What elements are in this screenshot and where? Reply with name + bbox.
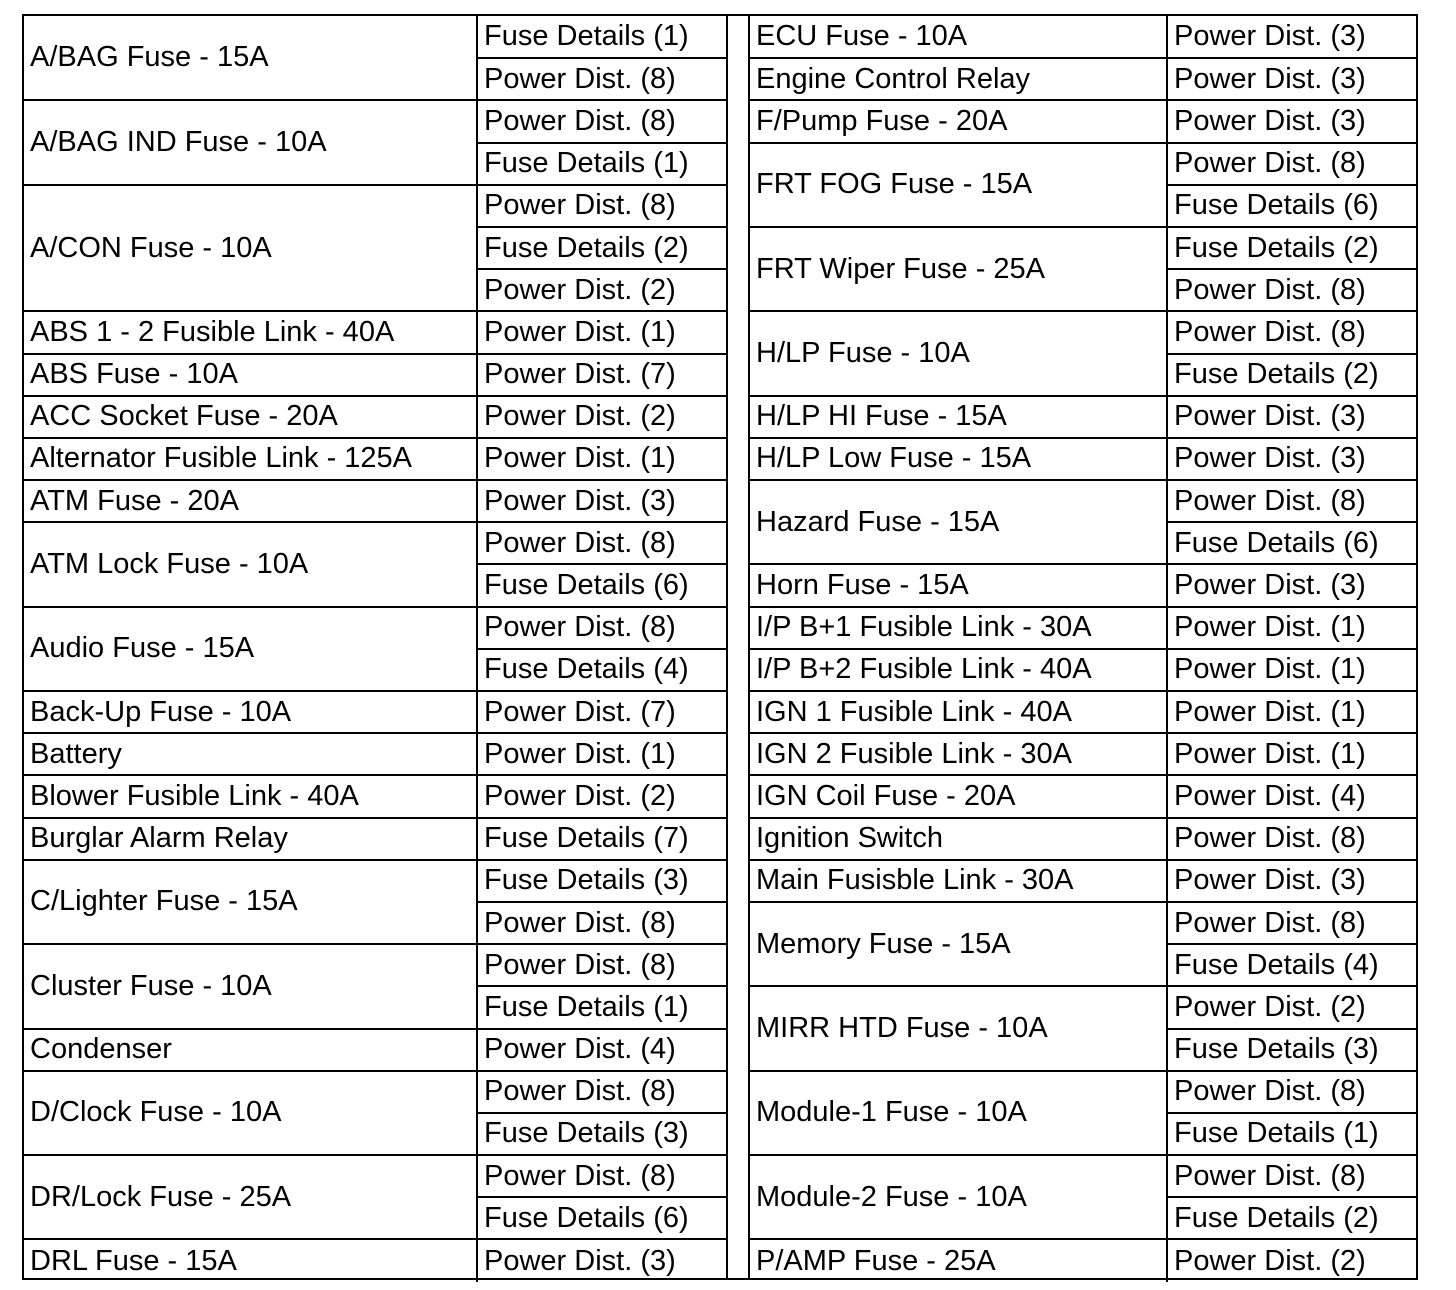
location-reference: Fuse Details (3) <box>1167 1029 1418 1071</box>
component-index-table-left <box>24 16 726 1282</box>
location-reference: Power Dist. (2) <box>1167 986 1418 1028</box>
location-reference: Fuse Details (1) <box>477 16 726 58</box>
location-reference: Power Dist. (1) <box>1167 607 1418 649</box>
component-name: FRT FOG Fuse - 15A <box>750 143 1167 227</box>
location-reference: Power Dist. (1) <box>477 733 726 775</box>
table-row <box>750 311 1418 353</box>
table-row <box>24 691 726 733</box>
table-row <box>24 1029 726 1071</box>
table-row <box>750 1239 1418 1281</box>
location-reference: Power Dist. (4) <box>1167 775 1418 817</box>
table-row <box>24 354 726 396</box>
location-reference: Fuse Details (6) <box>1167 522 1418 564</box>
table-row <box>24 480 726 522</box>
component-name: F/Pump Fuse - 20A <box>750 100 1167 142</box>
component-name: Blower Fusible Link - 40A <box>24 775 477 817</box>
component-name: Battery <box>24 733 477 775</box>
table-row <box>24 522 726 564</box>
location-reference: Power Dist. (3) <box>1167 396 1418 438</box>
location-reference: Power Dist. (8) <box>477 1155 726 1197</box>
component-name: DR/Lock Fuse - 25A <box>24 1155 477 1239</box>
location-reference: Power Dist. (1) <box>477 311 726 353</box>
location-reference: Power Dist. (3) <box>477 480 726 522</box>
location-reference: Fuse Details (2) <box>1167 227 1418 269</box>
table-row <box>24 733 726 775</box>
location-reference: Power Dist. (8) <box>1167 143 1418 185</box>
location-reference: Power Dist. (8) <box>1167 269 1418 311</box>
location-reference: Power Dist. (8) <box>1167 480 1418 522</box>
component-name: ABS Fuse - 10A <box>24 354 477 396</box>
component-name: Horn Fuse - 15A <box>750 564 1167 606</box>
component-name: MIRR HTD Fuse - 10A <box>750 986 1167 1070</box>
location-reference: Power Dist. (8) <box>1167 1071 1418 1113</box>
table-row <box>750 775 1418 817</box>
component-name: I/P B+1 Fusible Link - 30A <box>750 607 1167 649</box>
component-name: IGN 1 Fusible Link - 40A <box>750 691 1167 733</box>
component-name: A/BAG Fuse - 15A <box>24 16 477 100</box>
location-reference: Power Dist. (8) <box>477 100 726 142</box>
component-name: Module-1 Fuse - 10A <box>750 1071 1167 1155</box>
table-row <box>750 1071 1418 1113</box>
location-reference: Fuse Details (4) <box>477 649 726 691</box>
location-reference: Fuse Details (2) <box>1167 1197 1418 1239</box>
table-row <box>750 58 1418 100</box>
component-name: Back-Up Fuse - 10A <box>24 691 477 733</box>
table-row <box>750 607 1418 649</box>
table-row <box>750 227 1418 269</box>
component-name: ACC Socket Fuse - 20A <box>24 396 477 438</box>
component-name: DRL Fuse - 15A <box>24 1239 477 1281</box>
location-reference: Power Dist. (2) <box>477 269 726 311</box>
component-name: C/Lighter Fuse - 15A <box>24 860 477 944</box>
component-name: Ignition Switch <box>750 818 1167 860</box>
component-name: IGN Coil Fuse - 20A <box>750 775 1167 817</box>
table-row <box>750 860 1418 902</box>
location-reference: Power Dist. (8) <box>477 944 726 986</box>
location-reference: Power Dist. (2) <box>1167 1239 1418 1281</box>
table-row <box>24 185 726 227</box>
location-reference: Fuse Details (4) <box>1167 944 1418 986</box>
table-row <box>750 733 1418 775</box>
component-name: Engine Control Relay <box>750 58 1167 100</box>
table-row <box>750 564 1418 606</box>
table-row <box>24 1155 726 1197</box>
component-name: Alternator Fusible Link - 125A <box>24 438 477 480</box>
component-name: IGN 2 Fusible Link - 30A <box>750 733 1167 775</box>
component-name: Hazard Fuse - 15A <box>750 480 1167 564</box>
table-row <box>24 775 726 817</box>
location-reference: Power Dist. (8) <box>1167 1155 1418 1197</box>
component-name: A/CON Fuse - 10A <box>24 185 477 312</box>
location-reference: Fuse Details (1) <box>477 143 726 185</box>
table-row <box>24 607 726 649</box>
table-row <box>750 480 1418 522</box>
location-reference: Fuse Details (3) <box>477 860 726 902</box>
table-row <box>750 143 1418 185</box>
component-name: ATM Fuse - 20A <box>24 480 477 522</box>
location-reference: Power Dist. (1) <box>1167 649 1418 691</box>
component-name: Audio Fuse - 15A <box>24 607 477 691</box>
table-row <box>24 16 726 58</box>
location-reference: Power Dist. (3) <box>1167 100 1418 142</box>
component-name: Burglar Alarm Relay <box>24 818 477 860</box>
component-name: Module-2 Fuse - 10A <box>750 1155 1167 1239</box>
location-reference: Power Dist. (8) <box>477 607 726 649</box>
component-name: P/AMP Fuse - 25A <box>750 1239 1167 1281</box>
location-reference: Power Dist. (3) <box>1167 564 1418 606</box>
table-row <box>750 16 1418 58</box>
component-name: Cluster Fuse - 10A <box>24 944 477 1028</box>
location-reference: Fuse Details (3) <box>477 1113 726 1155</box>
table-row <box>24 860 726 902</box>
table-row <box>24 438 726 480</box>
location-reference: Fuse Details (1) <box>1167 1113 1418 1155</box>
location-reference: Power Dist. (3) <box>1167 860 1418 902</box>
table-row <box>24 1071 726 1113</box>
location-reference: Power Dist. (1) <box>1167 691 1418 733</box>
table-row <box>750 902 1418 944</box>
component-name: H/LP Low Fuse - 15A <box>750 438 1167 480</box>
table-row <box>750 649 1418 691</box>
table-row <box>24 818 726 860</box>
location-reference: Fuse Details (6) <box>477 1197 726 1239</box>
component-name: ABS 1 - 2 Fusible Link - 40A <box>24 311 477 353</box>
location-reference: Fuse Details (6) <box>1167 185 1418 227</box>
location-reference: Power Dist. (8) <box>1167 818 1418 860</box>
location-reference: Fuse Details (2) <box>1167 354 1418 396</box>
location-reference: Power Dist. (8) <box>477 58 726 100</box>
location-reference: Fuse Details (1) <box>477 986 726 1028</box>
location-reference: Power Dist. (3) <box>477 1239 726 1281</box>
component-name: FRT Wiper Fuse - 25A <box>750 227 1167 311</box>
table-row <box>750 691 1418 733</box>
location-reference: Power Dist. (8) <box>1167 902 1418 944</box>
table-row <box>750 100 1418 142</box>
location-reference: Power Dist. (1) <box>477 438 726 480</box>
table-row <box>24 396 726 438</box>
table-row <box>750 438 1418 480</box>
location-reference: Power Dist. (8) <box>477 522 726 564</box>
location-reference: Fuse Details (7) <box>477 818 726 860</box>
location-reference: Power Dist. (8) <box>477 902 726 944</box>
table-row <box>750 818 1418 860</box>
table-row <box>24 100 726 142</box>
location-reference: Power Dist. (2) <box>477 775 726 817</box>
location-reference: Power Dist. (8) <box>477 1071 726 1113</box>
location-reference: Power Dist. (3) <box>1167 438 1418 480</box>
location-reference: Fuse Details (6) <box>477 564 726 606</box>
table-row <box>24 311 726 353</box>
table-row <box>24 1239 726 1281</box>
component-index-frame <box>22 14 1418 1280</box>
table-row <box>750 396 1418 438</box>
location-reference: Power Dist. (7) <box>477 354 726 396</box>
component-name: A/BAG IND Fuse - 10A <box>24 100 477 184</box>
component-name: Main Fusisble Link - 30A <box>750 860 1167 902</box>
component-name: Memory Fuse - 15A <box>750 902 1167 986</box>
component-name: H/LP HI Fuse - 15A <box>750 396 1167 438</box>
location-reference: Power Dist. (8) <box>1167 311 1418 353</box>
location-reference: Fuse Details (2) <box>477 227 726 269</box>
component-name: Condenser <box>24 1029 477 1071</box>
location-reference: Power Dist. (8) <box>477 185 726 227</box>
component-name: H/LP Fuse - 10A <box>750 311 1167 395</box>
location-reference: Power Dist. (4) <box>477 1029 726 1071</box>
table-row <box>24 944 726 986</box>
component-index-table-right <box>750 16 1418 1282</box>
component-name: ATM Lock Fuse - 10A <box>24 522 477 606</box>
component-name: D/Clock Fuse - 10A <box>24 1071 477 1155</box>
component-name: I/P B+2 Fusible Link - 40A <box>750 649 1167 691</box>
location-reference: Power Dist. (7) <box>477 691 726 733</box>
component-name: ECU Fuse - 10A <box>750 16 1167 58</box>
table-row <box>750 986 1418 1028</box>
table-row <box>750 1155 1418 1197</box>
location-reference: Power Dist. (1) <box>1167 733 1418 775</box>
location-reference: Power Dist. (3) <box>1167 58 1418 100</box>
column-divider <box>726 16 750 1278</box>
location-reference: Power Dist. (3) <box>1167 16 1418 58</box>
location-reference: Power Dist. (2) <box>477 396 726 438</box>
